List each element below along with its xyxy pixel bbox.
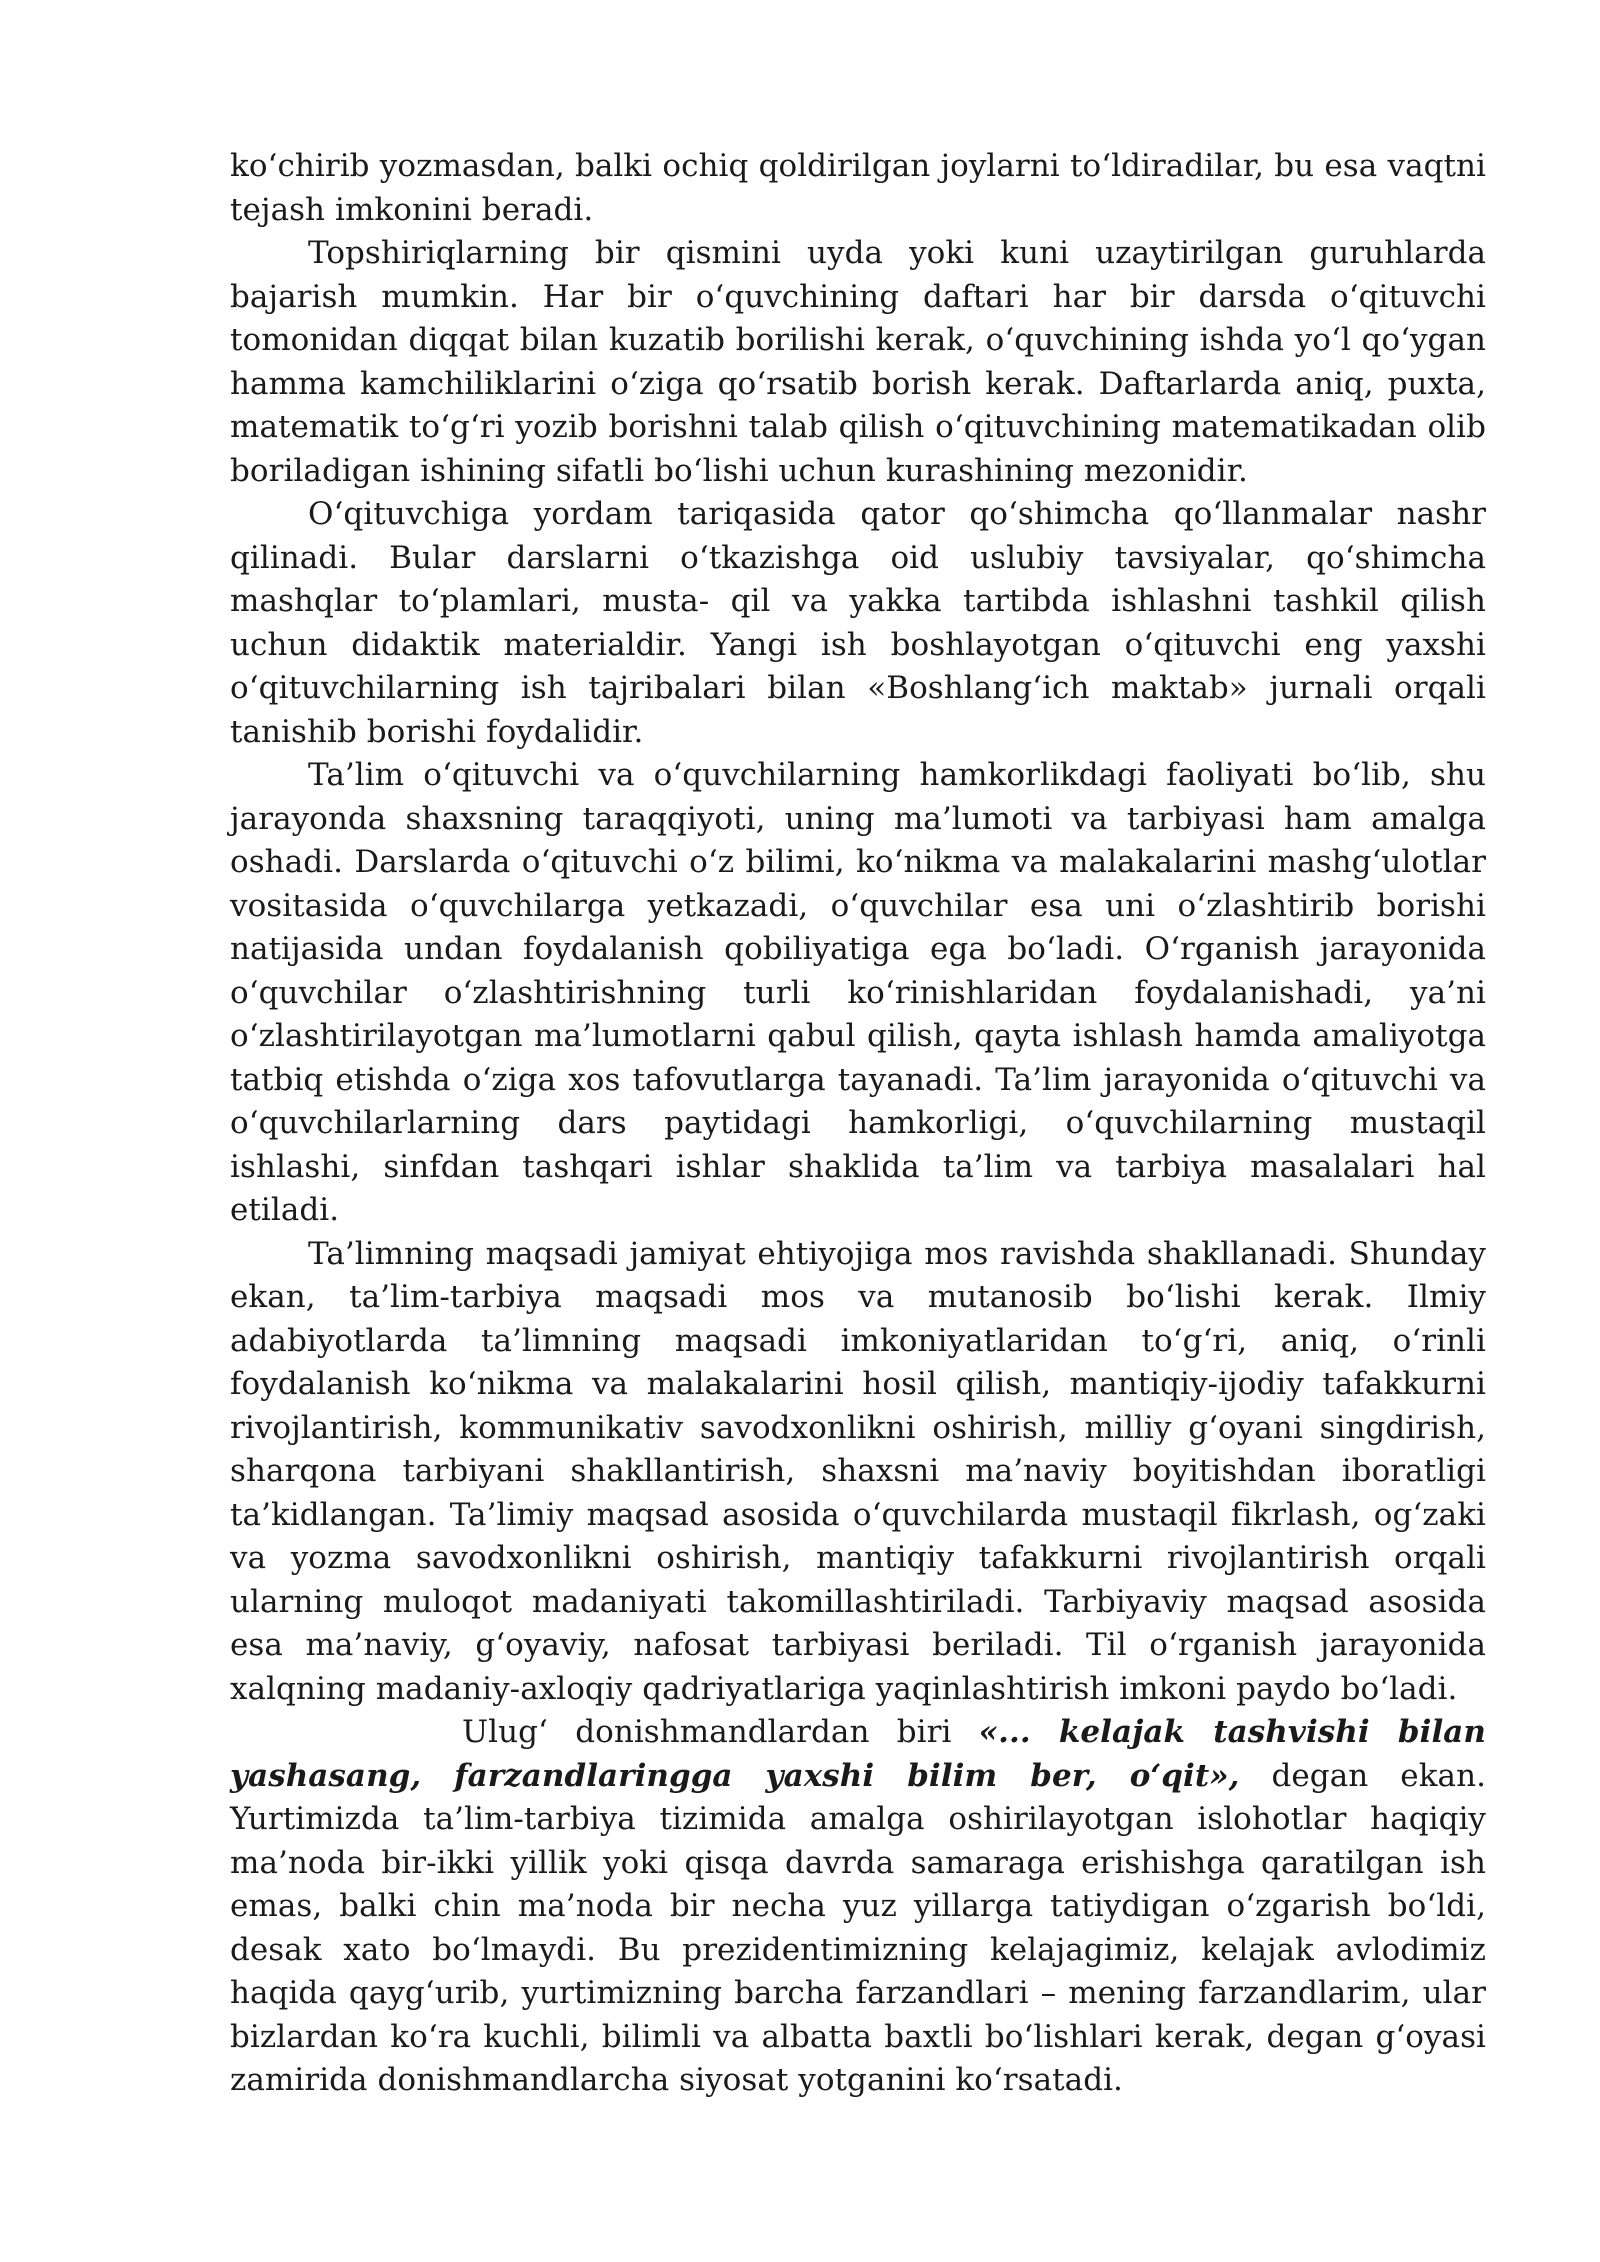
proverb-quote: «... kelajak tashvishi bilan yashasang, farzandlaringga yaxshi bilim ber, o‘qit», <box>230 1714 1486 1794</box>
paragraph-6-body: degan ekan. Yurtimizda ta’lim-tarbiya tizimida amalga oshirilayotgan islohotlar haqiqiy ma’noda bir-ikki yillik yoki qisqa davrda samaraga erishishga qaratilgan ish emas, balki chin ma’noda bir necha yuz yillarga tatiydigan o‘zgarish bo‘ldi, desak xato bo‘lmaydi. Bu prezidentimizning kelajagimiz, kelajak avlodimiz haqida qayg‘urib, yurtimizning barcha farzandlari – mening farzandlarim, ular bizlardan ko‘ra kuchli, bilimli va albatta baxtli bo‘lishlari kerak, degan g‘oyasi zamirida donishmandlarcha siyosat yotganini ko‘rsatadi. <box>230 1757 1486 2098</box>
document-page <box>230 145 1486 2103</box>
paragraph-3: O‘qituvchiga yordam tariqasida qator qo‘shimcha qo‘llanmalar nashr qilinadi. Bular darslarni o‘tkazishga oid uslubiy tavsiyalar, qo‘shimcha mashqlar to‘plamlari, musta- qil va yakka tartibda ishlashni tashkil qilish uchun didaktik materialdir. Yangi ish boshlayotgan o‘qituvchi eng yaxshi o‘qituvchilarning ish tajribalari bilan «Boshlang‘ich maktab» jurnali orqali tanishib borishi foydalidir. <box>230 496 1486 750</box>
paragraph-6-intro: Ulug‘ donishmandlardan biri <box>462 1714 979 1750</box>
paragraph-2: Topshiriqlarning bir qismini uyda yoki kuni uzaytirilgan guruhlarda bajarish mumkin. Har bir o‘quvchining daftari har bir darsda o‘qituvchi tomonidan diqqat bilan kuzatib borilishi kerak, o‘quvchining ishda yo‘l qo‘ygan hamma kamchiliklarini o‘ziga qo‘rsatib borish kerak. Daftarlarda aniq, puxta, matematik to‘g‘ri yozib borishni talab qilish o‘qituvchining matematikadan olib boriladigan ishining sifatli bo‘lishi uchun kurashining mezonidir. <box>230 235 1486 489</box>
paragraph-4: Ta’lim o‘qituvchi va o‘quvchilarning hamkorlikdagi faoliyati bo‘lib, shu jarayonda shaxsning taraqqiyoti, uning ma’lumoti va tarbiyasi ham amalga oshadi. Darslarda o‘qituvchi o‘z bilimi, ko‘nikma va malakalarini mashg‘ulotlar vositasida o‘quvchilarga yetkazadi, o‘quvchilar esa uni o‘zlashtirib borishi natijasida undan foydalanish qobiliyatiga ega bo‘ladi. O‘rganish jarayonida o‘quvchilar o‘zlashtirishning turli ko‘rinishlaridan foydalanishadi, ya’ni o‘zlashtirilayotgan ma’lumotlarni qabul qilish, qayta ishlash hamda amaliyotga tatbiq etishda o‘ziga xos tafovutlarga tayanadi. Ta’lim jarayonida o‘qituvchi va o‘quvchilarlarning dars paytidagi hamkorligi, o‘quvchilarning mustaqil ishlashi, sinfdan tashqari ishlar shaklida ta’lim va tarbiya masalalari hal etiladi. <box>230 757 1486 1228</box>
paragraph-5: Ta’limning maqsadi jamiyat ehtiyojiga mos ravishda shakllanadi. Shunday ekan, ta’lim-tarbiya maqsadi mos va mutanosib bo‘lishi kerak. Ilmiy adabiyotlarda ta’limning maqsadi imkoniyatlaridan to‘g‘ri, aniq, o‘rinli foydalanish ko‘nikma va malakalarini hosil qilish, mantiqiy-ijodiy tafakkurni rivojlantirish, kommunikativ savodxonlikni oshirish, milliy g‘oyani singdirish, sharqona tarbiyani shakllantirish, shaxsni ma’naviy boyitishdan iboratligi ta’kidlangan. Ta’limiy maqsad asosida o‘quvchilarda mustaqil fikrlash, og‘zaki va yozma savodxonlikni oshirish, mantiqiy tafakkurni rivojlantirish orqali ularning muloqot madaniyati takomillashtiriladi. Tarbiyaviy maqsad asosida esa ma’naviy, g‘oyaviy, nafosat tarbiyasi beriladi. Til o‘rganish jarayonida xalqning madaniy-axloqiy qadriyatlariga yaqinlashtirish imkoni paydo bo‘ladi. <box>230 1235 1486 1707</box>
paragraph-1: ko‘chirib yozmasdan, balki ochiq qoldirilgan joylarni to‘ldiradilar, bu esa vaqtni tejash imkonini beradi. <box>230 148 1486 228</box>
paragraph-6 <box>230 1711 1486 2103</box>
